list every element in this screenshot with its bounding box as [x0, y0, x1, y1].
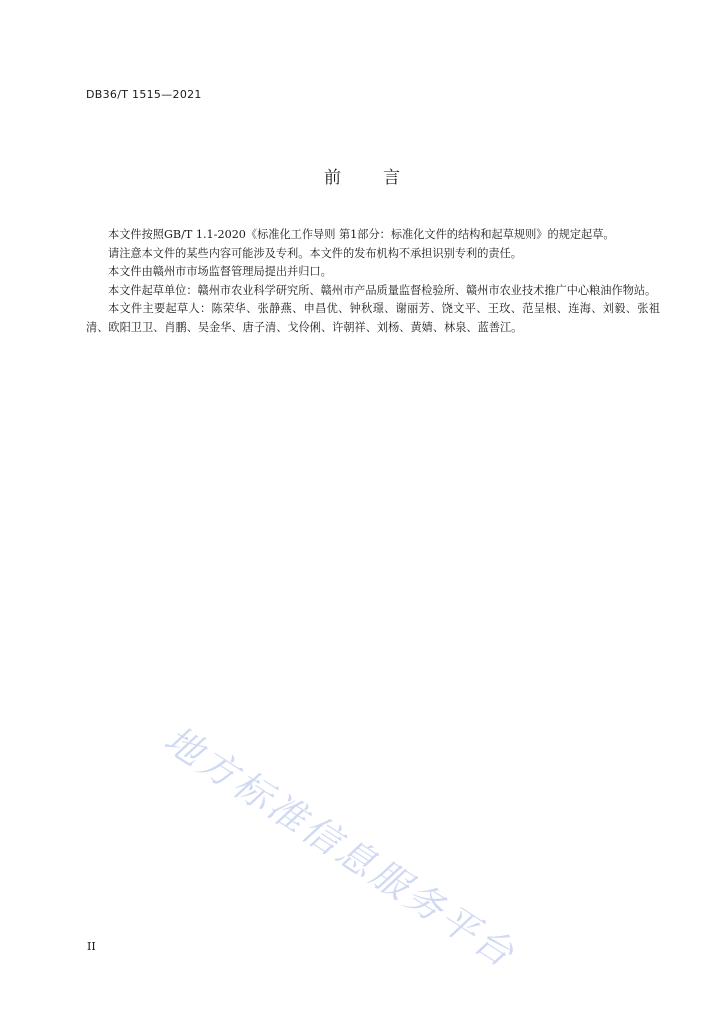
document-code: DB36/T 1515—2021 [86, 88, 202, 101]
paragraph-standard-basis: 本文件按照GB/T 1.1-2020《标准化工作导则 第1部分：标准化文件的结构和起草规则》的规定起草。 [108, 228, 615, 241]
foreword-body [86, 226, 660, 337]
page-title [0, 163, 724, 188]
paragraph-patent-notice: 请注意本文件的某些内容可能涉及专利。本文件的发布机构不承担识别专利的责任。 [108, 246, 522, 260]
paragraph-drafters: 本文件主要起草人：陈荣华、张静燕、申昌优、钟秋璟、谢丽芳、饶文平、王玫、范呈根、连海、刘毅、张祖清、欧阳卫卫、肖鹏、吴金华、唐子清、戈伶俐、许朝祥、刘杨、黄婧、林泉、蓝善江。 [86, 302, 660, 334]
paragraph-drafting-units: 本文件起草单位：赣州市农业科学研究所、赣州市产品质量监督检验所、赣州市农业技术推广中心粮油作物站。 [108, 283, 657, 297]
watermark-text: 地方标准信息服务平台 [156, 717, 524, 977]
watermark [156, 600, 625, 977]
title-char-1: 前 [324, 168, 341, 188]
title-char-2: 言 [383, 168, 400, 188]
paragraph-proposer: 本文件由赣州市市场监督管理局提出并归口。 [108, 265, 332, 278]
page-number: II [87, 940, 96, 953]
